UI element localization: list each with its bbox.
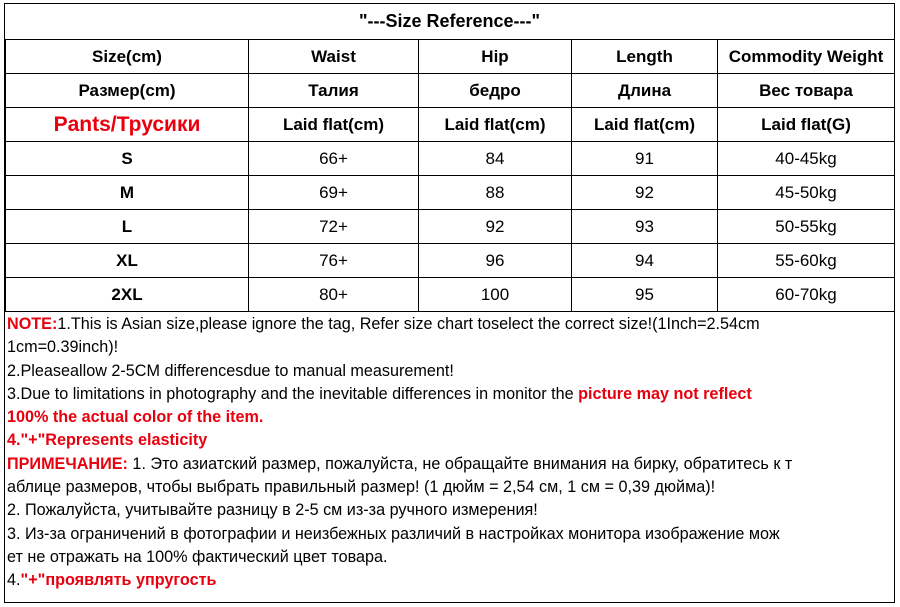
table-row	[6, 142, 895, 176]
header-cell: Size(cm)	[6, 40, 249, 74]
note-highlight: 4."+"Represents elasticity	[7, 431, 208, 450]
note-text: 1.This is Asian size,please ignore the tag, Refer size chart toselect the correct size!(1Inch=2.54cm	[57, 315, 760, 333]
length-cell: 92	[572, 176, 718, 210]
note-line	[7, 523, 891, 546]
size-reference-sheet	[4, 3, 895, 603]
note-text: 1cm=0.39inch)!	[7, 338, 119, 357]
product-type-label: Pants/Трусики	[6, 108, 249, 142]
note-line	[7, 546, 891, 569]
note-text: 1. Это азиатский размер, пожалуйста, не обращайте внимания на бирку, обратитесь к т	[127, 454, 793, 473]
table-row	[6, 278, 895, 312]
note-line	[7, 453, 891, 476]
weight-cell: 55-60kg	[718, 244, 895, 278]
table-row	[6, 210, 895, 244]
header-cell: Laid flat(cm)	[419, 108, 572, 142]
size-reference-title: "---Size Reference---"	[358, 11, 541, 31]
notes-section	[7, 313, 891, 593]
length-cell: 91	[572, 142, 718, 176]
weight-cell: 50-55kg	[718, 210, 895, 244]
header-cell: Размер(cm)	[6, 74, 249, 108]
table-row	[6, 176, 895, 210]
header-cell: Length	[572, 40, 718, 74]
note-line	[7, 336, 891, 359]
size-cell: M	[6, 176, 249, 210]
table-row	[6, 244, 895, 278]
waist-cell: 69+	[249, 176, 419, 210]
note-highlight: picture may not reflect	[578, 384, 752, 403]
header-cell: Laid flat(cm)	[249, 108, 419, 142]
waist-cell: 66+	[249, 142, 419, 176]
hip-cell: 100	[419, 278, 572, 312]
waist-cell: 72+	[249, 210, 419, 244]
note-text: 2. Пожалуйста, учитывайте разницу в 2-5 см из-за ручного измерения!	[7, 501, 538, 520]
header-cell: Waist	[249, 40, 419, 74]
hip-cell: 88	[419, 176, 572, 210]
note-line	[7, 429, 891, 452]
header-row-ru	[6, 74, 895, 108]
hip-cell: 96	[419, 244, 572, 278]
header-cell: Commodity Weight	[718, 40, 895, 74]
hip-cell: 84	[419, 142, 572, 176]
note-text: 4.	[7, 571, 21, 590]
header-cell: бедро	[419, 74, 572, 108]
size-cell: L	[6, 210, 249, 244]
note-line	[7, 476, 891, 499]
note-label: ПРИМЕЧАНИЕ:	[7, 454, 128, 473]
note-line	[7, 383, 891, 406]
size-table	[5, 39, 895, 312]
note-line	[7, 406, 891, 429]
header-row-en	[6, 40, 895, 74]
note-text: 3. Из-за ограничений в фотографии и неизбежных различий в настройках монитора изображение мож	[7, 524, 780, 543]
note-line	[7, 313, 891, 336]
note-text: ет не отражать на 100% фактический цвет товара.	[7, 547, 388, 566]
weight-cell: 40-45kg	[718, 142, 895, 176]
header-cell: Hip	[419, 40, 572, 74]
header-cell: Длина	[572, 74, 718, 108]
hip-cell: 92	[419, 210, 572, 244]
length-cell: 95	[572, 278, 718, 312]
weight-cell: 45-50kg	[718, 176, 895, 210]
size-cell: XL	[6, 244, 249, 278]
header-row-units	[6, 108, 895, 142]
length-cell: 94	[572, 244, 718, 278]
note-line	[7, 569, 891, 592]
weight-cell: 60-70kg	[718, 278, 895, 312]
note-highlight: "+"проявлять упругость	[20, 571, 217, 590]
note-text: 3.Due to limitations in photography and the inevitable differences in monitor the	[7, 384, 579, 403]
header-cell: Вес товара	[718, 74, 895, 108]
note-highlight: 100% the actual color of the item.	[7, 408, 264, 427]
size-cell: 2XL	[6, 278, 249, 312]
note-text: 2.Pleaseallow 2-5CM differencesdue to manual measurement!	[7, 361, 454, 380]
size-cell: S	[6, 142, 249, 176]
header-cell: Laid flat(cm)	[572, 108, 718, 142]
note-text: аблице размеров, чтобы выбрать правильный размер! (1 дюйм = 2,54 см, 1 см = 0,39 дюйма)!	[7, 478, 716, 497]
header-cell: Laid flat(G)	[718, 108, 895, 142]
header-cell: Талия	[249, 74, 419, 108]
waist-cell: 76+	[249, 244, 419, 278]
waist-cell: 80+	[249, 278, 419, 312]
length-cell: 93	[572, 210, 718, 244]
note-line	[7, 360, 891, 383]
note-label: NOTE:	[7, 315, 58, 333]
note-line	[7, 499, 891, 522]
